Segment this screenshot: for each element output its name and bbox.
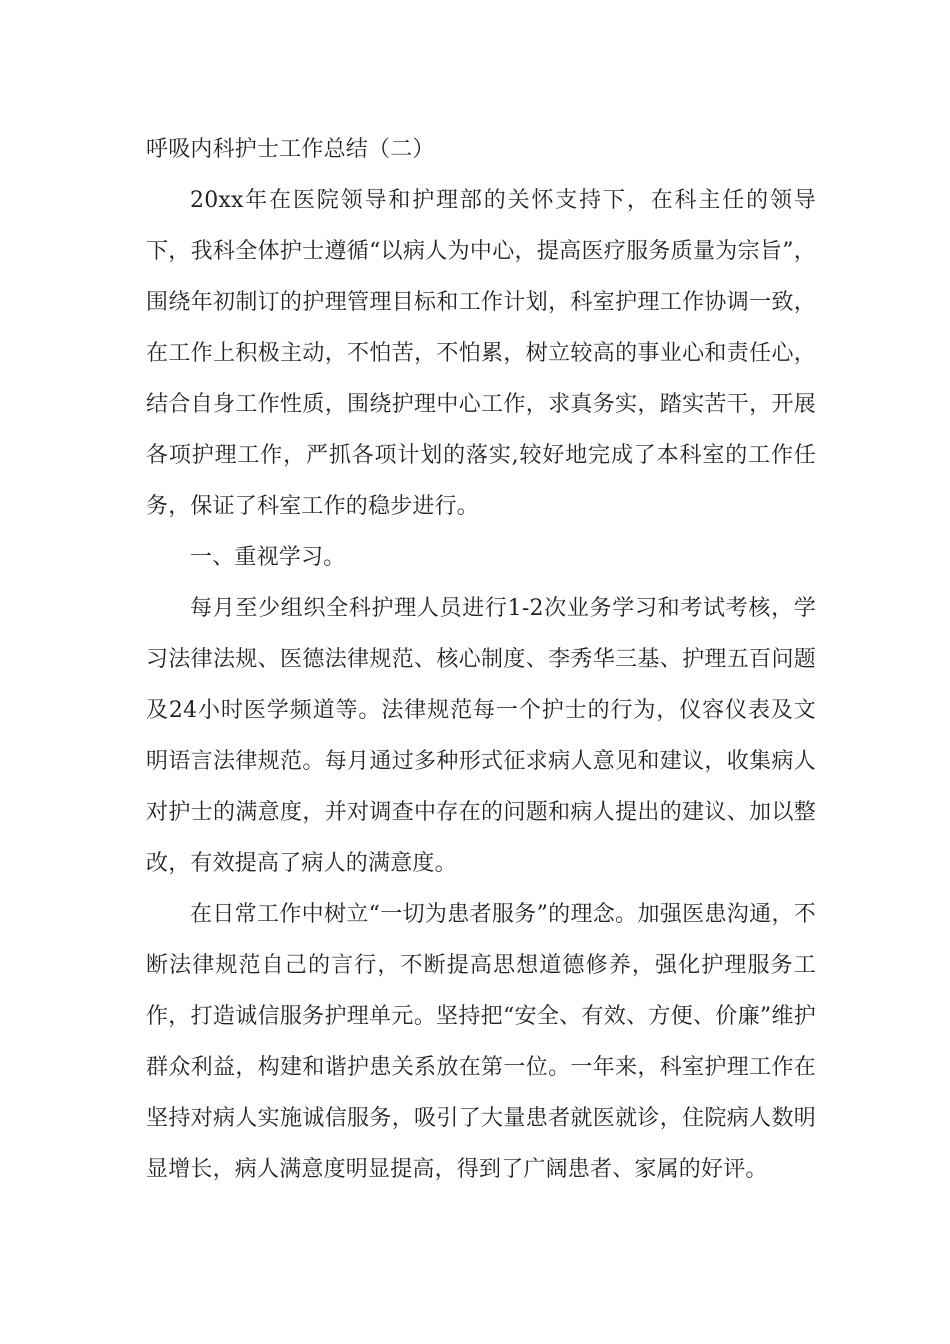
- section-heading-study: 一、重视学习。: [190, 545, 346, 570]
- paragraph-study: 每月至少组织全科护理人员进行1-2次业务学习和考试考核，学习法律法规、医德法律规范、核心制度、李秀华三基、护理五百问题及24小时医学频道等。法律规范每一个护士的行为，仪容仪表及文明语言法律规范。每月通过多种形式征求病人意见和建议，收集病人对护士的满意度，并对调查中存在的问题和病人提出的建议、加以整改，有效提高了病人的满意度。: [146, 596, 816, 876]
- paragraph-intro: 20xx年在医院领导和护理部的关怀支持下，在科主任的领导下，我科全体护士遵循“以病人为中心，提高医疗服务质量为宗旨”，围绕年初制订的护理管理目标和工作计划，科室护理工作协调一致，在工作上积极主动，不怕苦，不怕累，树立较高的事业心和责任心，结合自身工作性质，围绕护理中心工作，求真务实，踏实苦干，开展各项护理工作，严抓各项计划的落实,较好地完成了本科室的工作任务，保证了科室工作的稳步进行。: [146, 188, 816, 519]
- document-body: [146, 124, 816, 1195]
- paragraph-service: 在日常工作中树立“一切为患者服务”的理念。加强医患沟通，不断法律规范自己的言行，不断提高思想道德修养，强化护理服务工作，打造诚信服务护理单元。坚持把“安全、有效、方便、价廉”维护群众利益，构建和谐护患关系放在第一位。一年来，科室护理工作在坚持对病人实施诚信服务，吸引了大量患者就医就诊，住院病人数明显增长，病人满意度明显提高，得到了广阔患者、家属的好评。: [146, 902, 816, 1182]
- document-title: 呼吸内科护士工作总结（二）: [146, 137, 435, 162]
